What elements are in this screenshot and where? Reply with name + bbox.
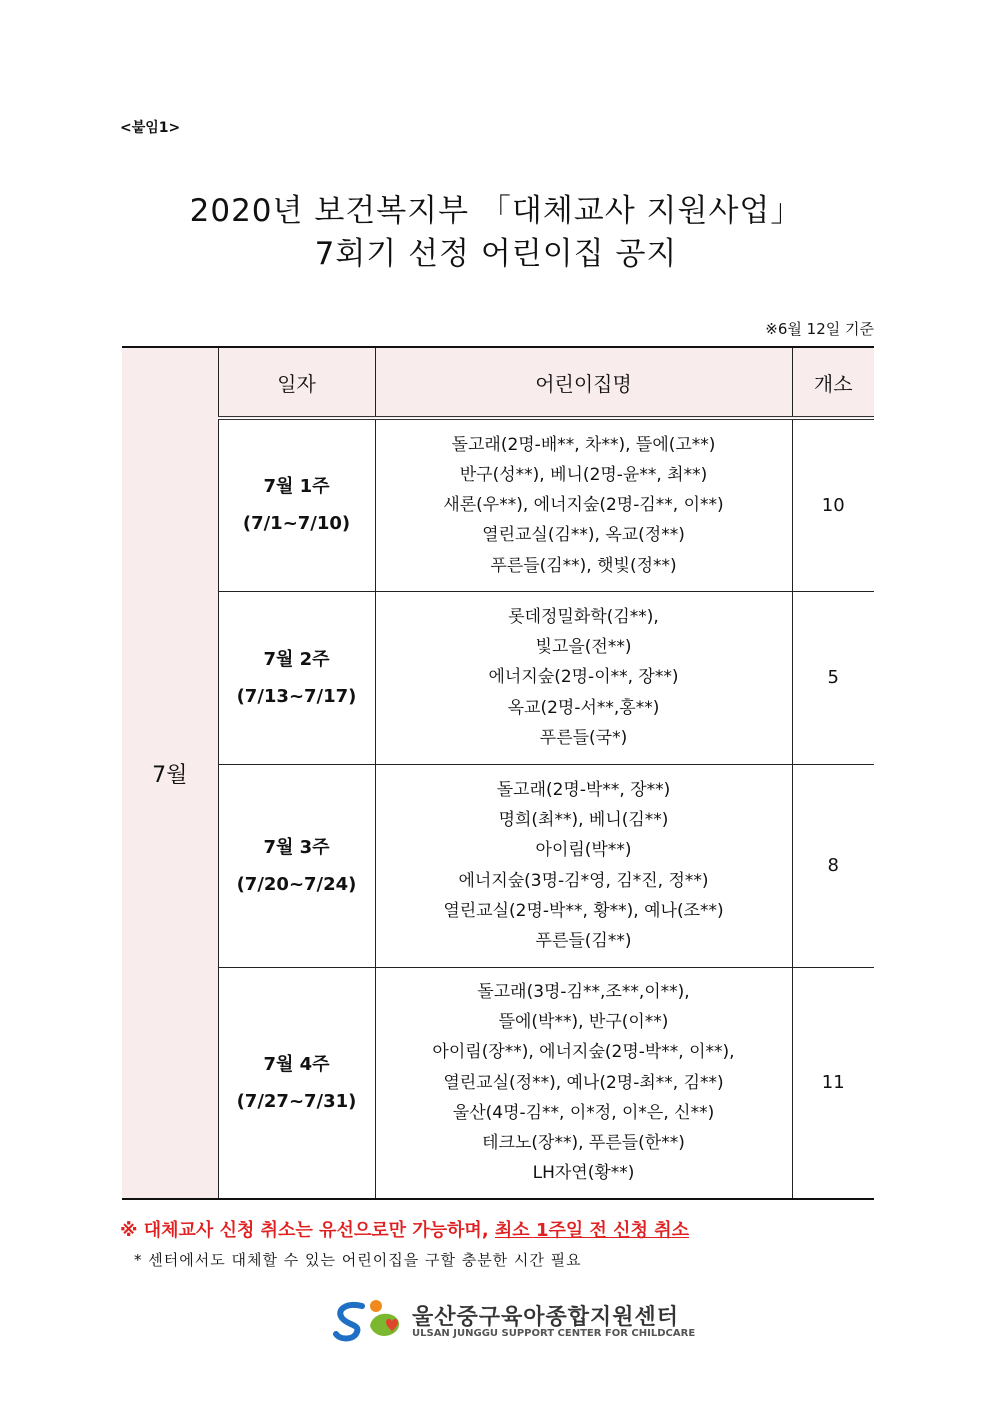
daycare-line: 에너지숲(3명-김*영, 김*진, 정**) — [458, 870, 709, 891]
basis-date-note: ※6월 12일 기준 — [765, 320, 874, 338]
table-row — [122, 764, 874, 967]
page-subtitle: 7회기 선정 어린이집 공지 — [314, 236, 678, 272]
daycare-line: 푸른들(김**) — [535, 930, 632, 951]
daycare-line: 푸른들(국*) — [539, 727, 628, 748]
daycare-line: LH자연(황**) — [532, 1163, 635, 1184]
logo-blue-swirl — [336, 1305, 362, 1339]
count-cell: 5 — [792, 591, 874, 764]
daycare-line: 옥교(2명-서**,홍**) — [507, 697, 660, 718]
cancellation-notice-emphasis: 최소 1주일 전 신청 취소 — [494, 1220, 690, 1241]
header-daycare-name: 어린이집명 — [375, 347, 792, 418]
week-label: 7월 2주 — [263, 648, 330, 670]
daycare-line: 돌고래(2명-박**, 장**) — [496, 779, 671, 800]
count-cell: 11 — [792, 967, 874, 1199]
table-row — [122, 591, 874, 764]
cancellation-notice — [120, 1216, 689, 1242]
daycare-line: 열린교실(김**), 옥교(정**) — [482, 525, 685, 546]
week-range: (7/13~7/17) — [236, 685, 357, 707]
daycare-list — [375, 967, 792, 1199]
daycare-line: 빛고을(전**) — [535, 637, 632, 658]
week-range: (7/1~7/10) — [242, 513, 351, 535]
week-label: 7월 3주 — [263, 836, 330, 858]
week-cell — [218, 967, 375, 1199]
daycare-line: 돌고래(2명-배**, 차**), 뜰에(고**) — [451, 434, 716, 455]
daycare-line: 아이림(박**) — [535, 840, 632, 861]
count-cell: 10 — [792, 418, 874, 591]
daycare-line: 푸른들(김**), 햇빛(정**) — [490, 555, 677, 576]
daycare-line: 에너지숲(2명-이**, 장**) — [488, 667, 679, 688]
week-range: (7/20~7/24) — [236, 873, 357, 895]
daycare-line: 아이림(장**), 에너지숲(2명-박**, 이**), — [432, 1042, 735, 1063]
selection-table — [122, 346, 874, 1200]
daycare-line: 새론(우**), 에너지숲(2명-김**, 이**) — [443, 495, 724, 516]
center-logo-english: ULSAN JUNGGU SUPPORT CENTER FOR CHILDCARE — [412, 1328, 696, 1339]
week-cell — [218, 764, 375, 967]
daycare-line: 테크노(장**), 푸른들(한**) — [482, 1133, 685, 1154]
month-cell: 7월 — [122, 347, 218, 1199]
cancellation-subnote: * 센터에서도 대체할 수 있는 어린이집을 구할 충분한 시간 필요 — [134, 1251, 582, 1269]
week-cell — [218, 591, 375, 764]
daycare-line: 열린교실(2명-박**, 황**), 예나(조**) — [443, 900, 724, 921]
page-title: 2020년 보건복지부 「대체교사 지원사업」 — [189, 193, 803, 229]
table-row — [122, 418, 874, 591]
table-row — [122, 967, 874, 1199]
daycare-line: 롯데정밀화학(김**), — [508, 606, 659, 627]
week-label: 7월 4주 — [263, 1053, 330, 1075]
daycare-line: 돌고래(3명-김**,조**,이**), — [477, 982, 690, 1003]
daycare-line: 반구(성**), 베니(2명-윤**, 최**) — [459, 464, 708, 485]
daycare-list — [375, 591, 792, 764]
logo-orange-dot — [370, 1300, 382, 1312]
daycare-line: 열린교실(정**), 예나(2명-최**, 김**) — [443, 1072, 724, 1093]
daycare-list — [375, 418, 792, 591]
count-cell: 8 — [792, 764, 874, 967]
week-cell — [218, 418, 375, 591]
daycare-line: 명희(최**), 베니(김**) — [498, 810, 669, 831]
daycare-line: 뜰에(박**), 반구(이**) — [498, 1012, 669, 1033]
header-date: 일자 — [218, 347, 375, 418]
header-count: 개소 — [792, 347, 874, 418]
daycare-list — [375, 764, 792, 967]
week-label: 7월 1주 — [263, 476, 330, 498]
center-logo-name: 울산중구육아종합지원센터 — [412, 1305, 680, 1330]
attachment-label: <붙임1> — [120, 120, 181, 136]
week-range: (7/27~7/31) — [236, 1090, 357, 1112]
cancellation-notice-text: ※ 대체교사 신청 취소는 유선으로만 가능하며, — [120, 1220, 495, 1241]
daycare-line: 울산(4명-김**, 이*정, 이*은, 신**) — [452, 1102, 715, 1123]
